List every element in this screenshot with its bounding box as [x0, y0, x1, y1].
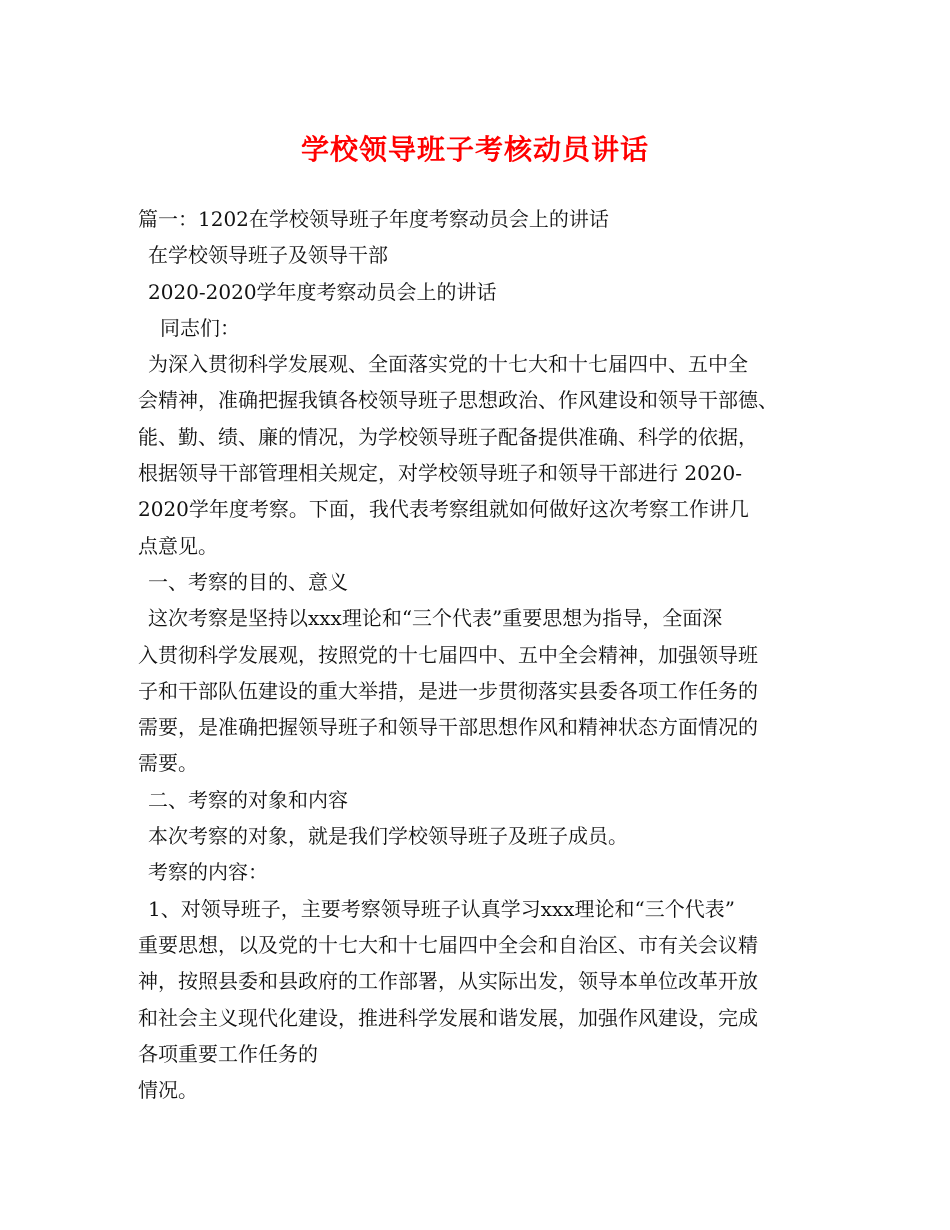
text-line: 需要，是准确把握领导班子和领导干部思想作风和精神状态方面情况的 — [138, 715, 758, 740]
text-line: 为深入贯彻科学发展观、全面落实党的十七大和十七届四中、五中全 — [148, 352, 748, 377]
text-line: 子和干部队伍建设的重大举措，是进一步贯彻落实县委各项工作任务的 — [138, 678, 758, 703]
text-line: 本次考察的对象，就是我们学校领导班子及班子成员。 — [148, 824, 628, 849]
text-line: 1、对领导班子，主要考察领导班子认真学习xxx理论和“三个代表” — [148, 896, 736, 921]
section-heading: 二、考察的对象和内容 — [148, 787, 348, 812]
text-line: 会精神，准确把握我镇各校领导班子思想政治、作风建设和领导干部德、 — [138, 388, 778, 413]
text-line: 同志们： — [160, 315, 240, 340]
text-line: 神，按照县委和县政府的工作部署，从实际出发，领导本单位改革开放 — [138, 969, 758, 994]
text-line: 入贯彻科学发展观，按照党的十七届四中、五中全会精神，加强领导班 — [138, 642, 758, 667]
text-line: 需要。 — [138, 751, 198, 776]
section-heading: 一、考察的目的、意义 — [148, 569, 348, 594]
text-line: 2020-2020学年度考察动员会上的讲话 — [148, 279, 497, 304]
text-line: 点意见。 — [138, 533, 218, 558]
text-line: 根据领导干部管理相关规定，对学校领导班子和领导干部进行 2020- — [138, 461, 743, 486]
text-line: 各项重要工作任务的 — [138, 1041, 318, 1066]
text-line: 情况。 — [138, 1078, 198, 1103]
text-line: 这次考察是坚持以xxx理论和“三个代表”重要思想为指导，全面深 — [148, 606, 723, 631]
text-line: 和社会主义现代化建设，推进科学发展和谐发展，加强作风建设，完成 — [138, 1005, 758, 1030]
text-line: 2020学年度考察。下面，我代表考察组就如何做好这次考察工作讲几 — [138, 497, 749, 522]
text-line: 篇一：1202在学校领导班子年度考察动员会上的讲话 — [138, 207, 609, 231]
text-line: 在学校领导班子及领导干部 — [148, 243, 388, 268]
document-body — [138, 201, 828, 1108]
text-line: 能、勤、绩、廉的情况，为学校领导班子配备提供准确、科学的依据， — [138, 424, 758, 449]
text-line: 重要思想，以及党的十七大和十七届四中全会和自治区、市有关会议精 — [138, 932, 758, 957]
document-title: 学校领导班子考核动员讲话 — [300, 133, 649, 166]
text-line: 考察的内容： — [148, 860, 268, 885]
